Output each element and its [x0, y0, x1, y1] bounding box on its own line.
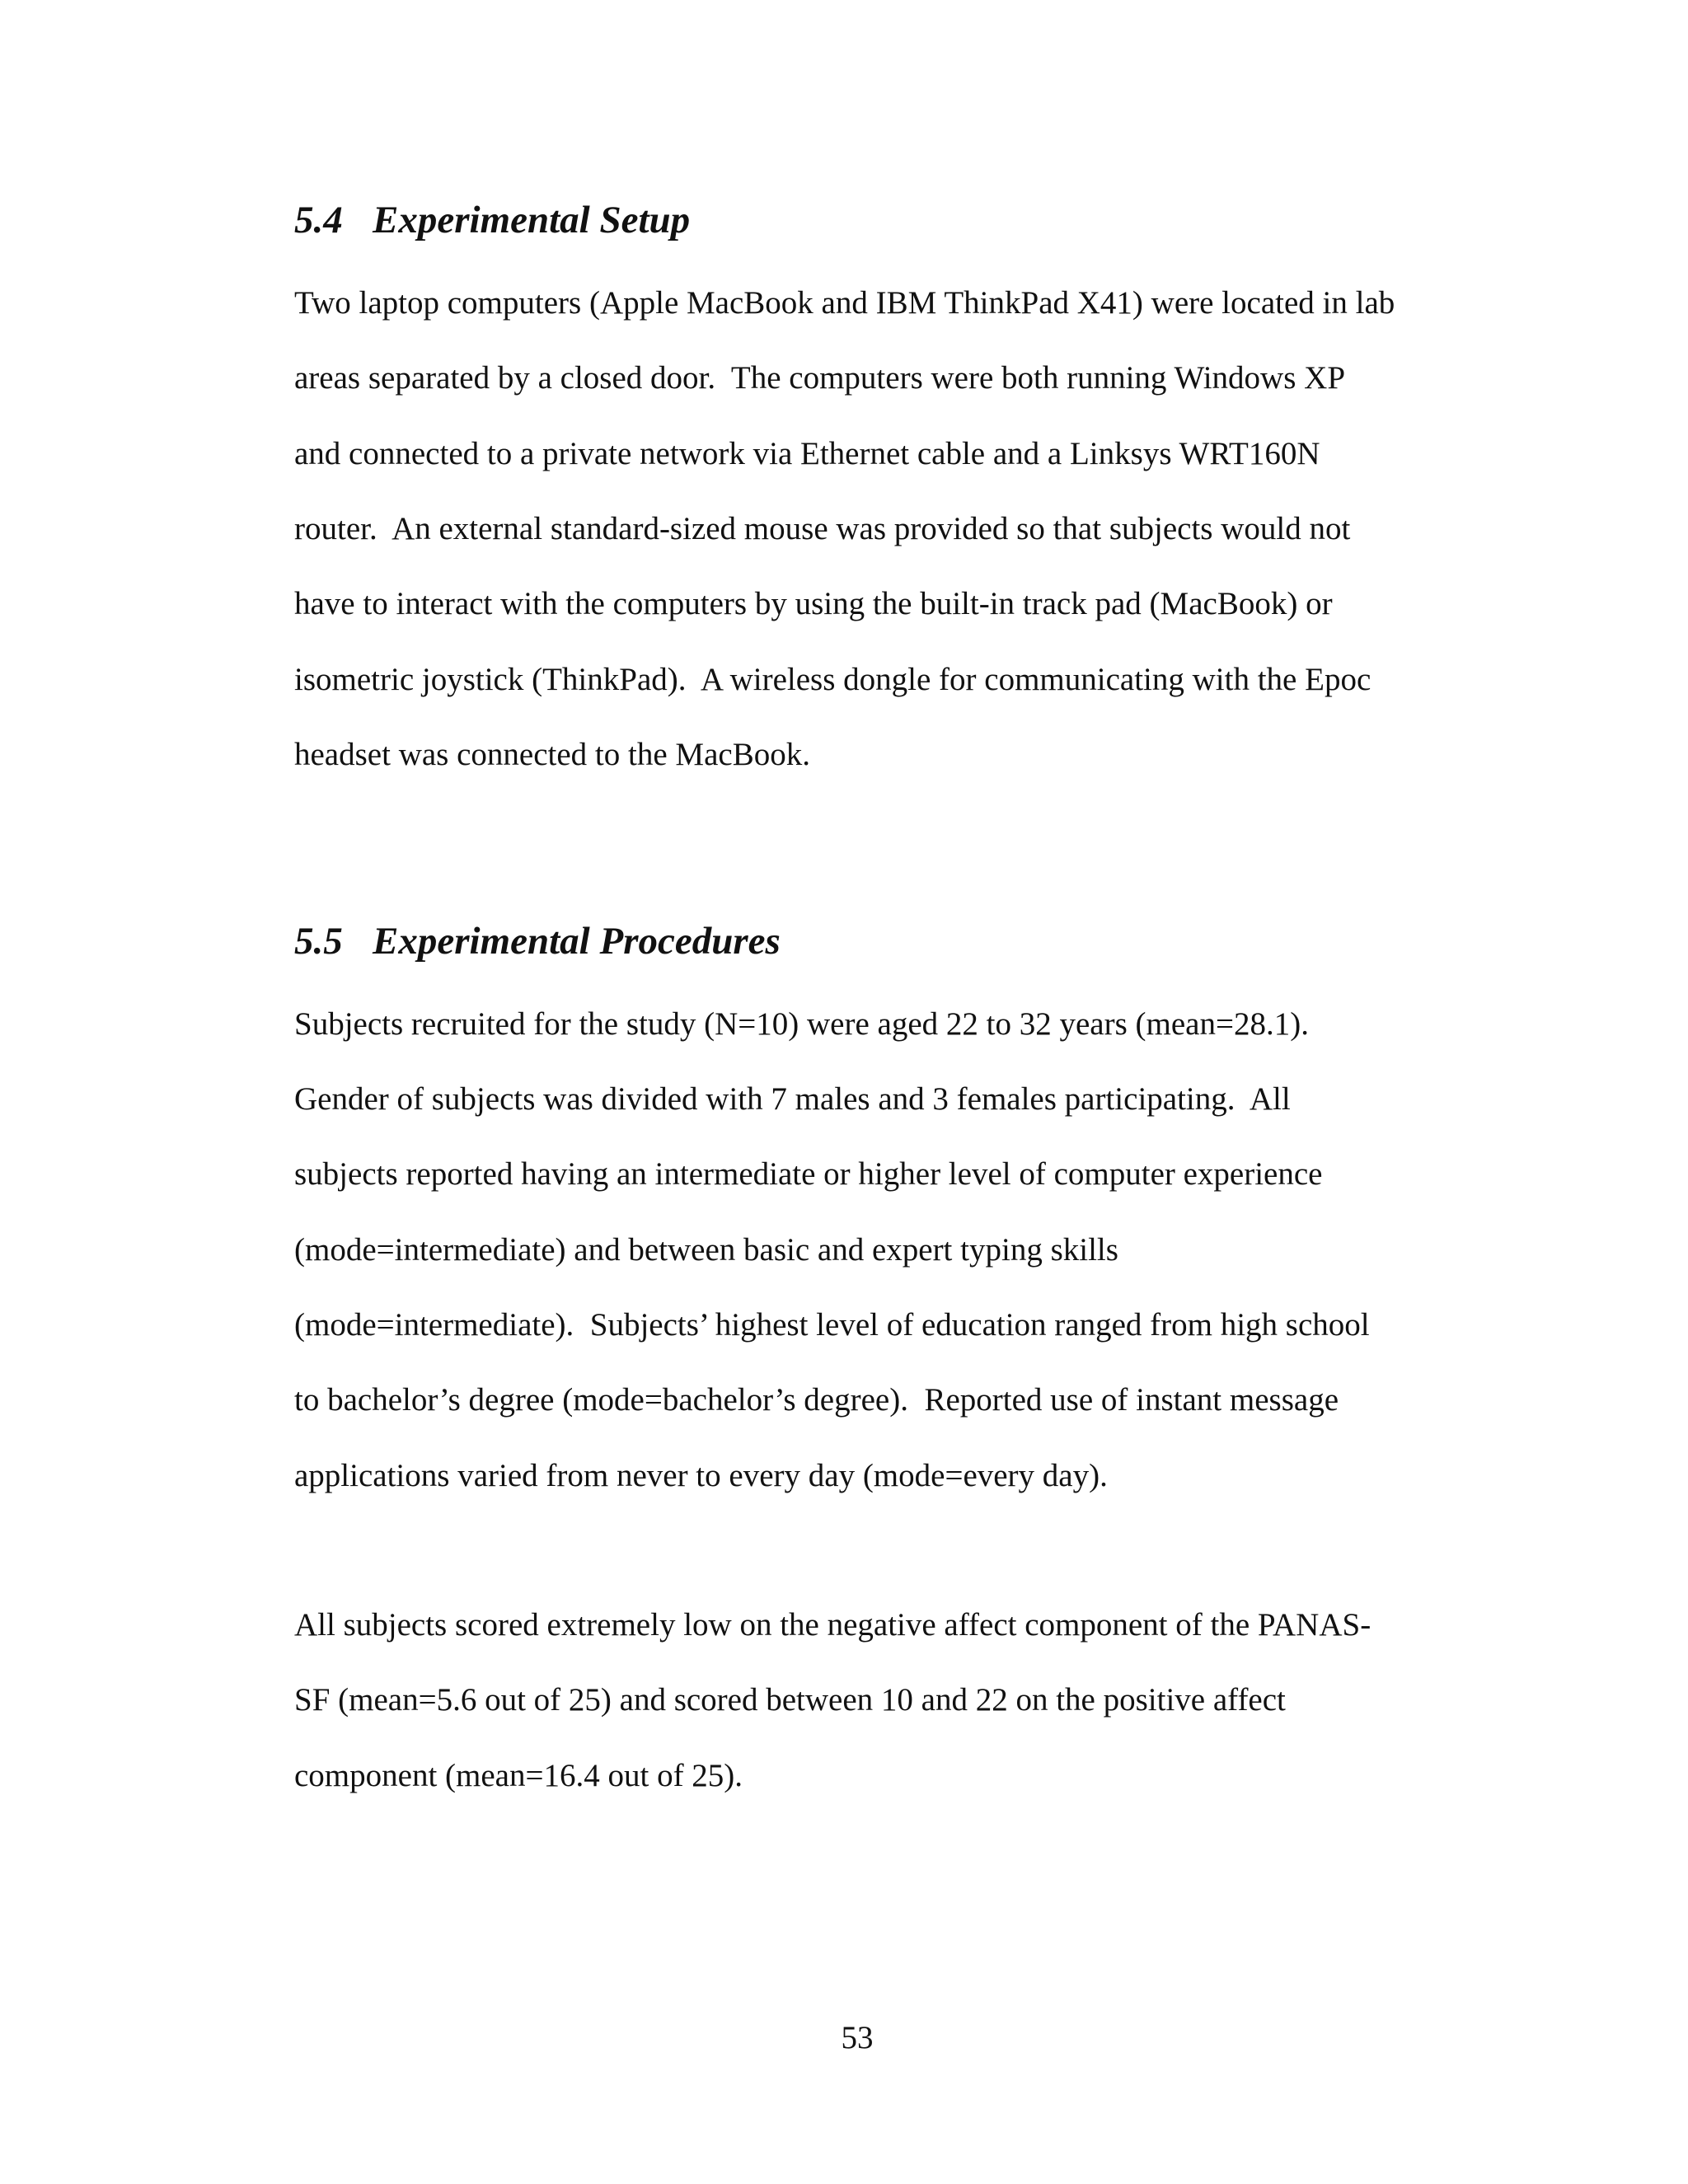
- body-text-line: component (mean=16.4 out of 25).: [294, 1758, 743, 1793]
- body-text-line: areas separated by a closed door. The computers were both running Windows XP: [294, 360, 1346, 396]
- section-number: 5.5: [294, 920, 343, 963]
- body-text-line: headset was connected to the MacBook.: [294, 737, 810, 772]
- page-number: 53: [841, 2020, 874, 2055]
- section-heading-5-4: [294, 195, 690, 245]
- body-text-line: router. An external standard-sized mouse was provided so that subjects would not: [294, 511, 1351, 546]
- body-text-line: have to interact with the computers by using the built-in track pad (MacBook) or: [294, 586, 1333, 621]
- section-number: 5.4: [294, 199, 343, 241]
- body-text-line: SF (mean=5.6 out of 25) and scored between 10 and 22 on the positive affect: [294, 1682, 1286, 1718]
- body-text-line: and connected to a private network via Ethernet cable and a Linksys WRT160N: [294, 436, 1320, 471]
- body-text-line: Gender of subjects was divided with 7 males and 3 females participating. All: [294, 1081, 1291, 1117]
- body-text-line: (mode=intermediate). Subjects’ highest level of education ranged from high school: [294, 1307, 1370, 1343]
- body-text-line: All subjects scored extremely low on the negative affect component of the PANAS-: [294, 1607, 1372, 1643]
- body-text-line: (mode=intermediate) and between basic and expert typing skills: [294, 1232, 1118, 1268]
- section-title: Experimental Procedures: [373, 920, 781, 963]
- body-text-line: to bachelor’s degree (mode=bachelor’s degree). Reported use of instant message: [294, 1382, 1339, 1418]
- section-title: Experimental Setup: [373, 199, 691, 241]
- section-heading-5-5: [294, 916, 781, 966]
- body-text-line: isometric joystick (ThinkPad). A wireless dongle for communicating with the Epoc: [294, 662, 1372, 697]
- body-text-line: subjects reported having an intermediate or higher level of computer experience: [294, 1156, 1323, 1192]
- body-text-line: Subjects recruited for the study (N=10) were aged 22 to 32 years (mean=28.1).: [294, 1006, 1309, 1042]
- body-text-line: Two laptop computers (Apple MacBook and IBM ThinkPad X41) were located in lab: [294, 285, 1395, 321]
- body-text-line: applications varied from never to every day (mode=every day).: [294, 1458, 1108, 1493]
